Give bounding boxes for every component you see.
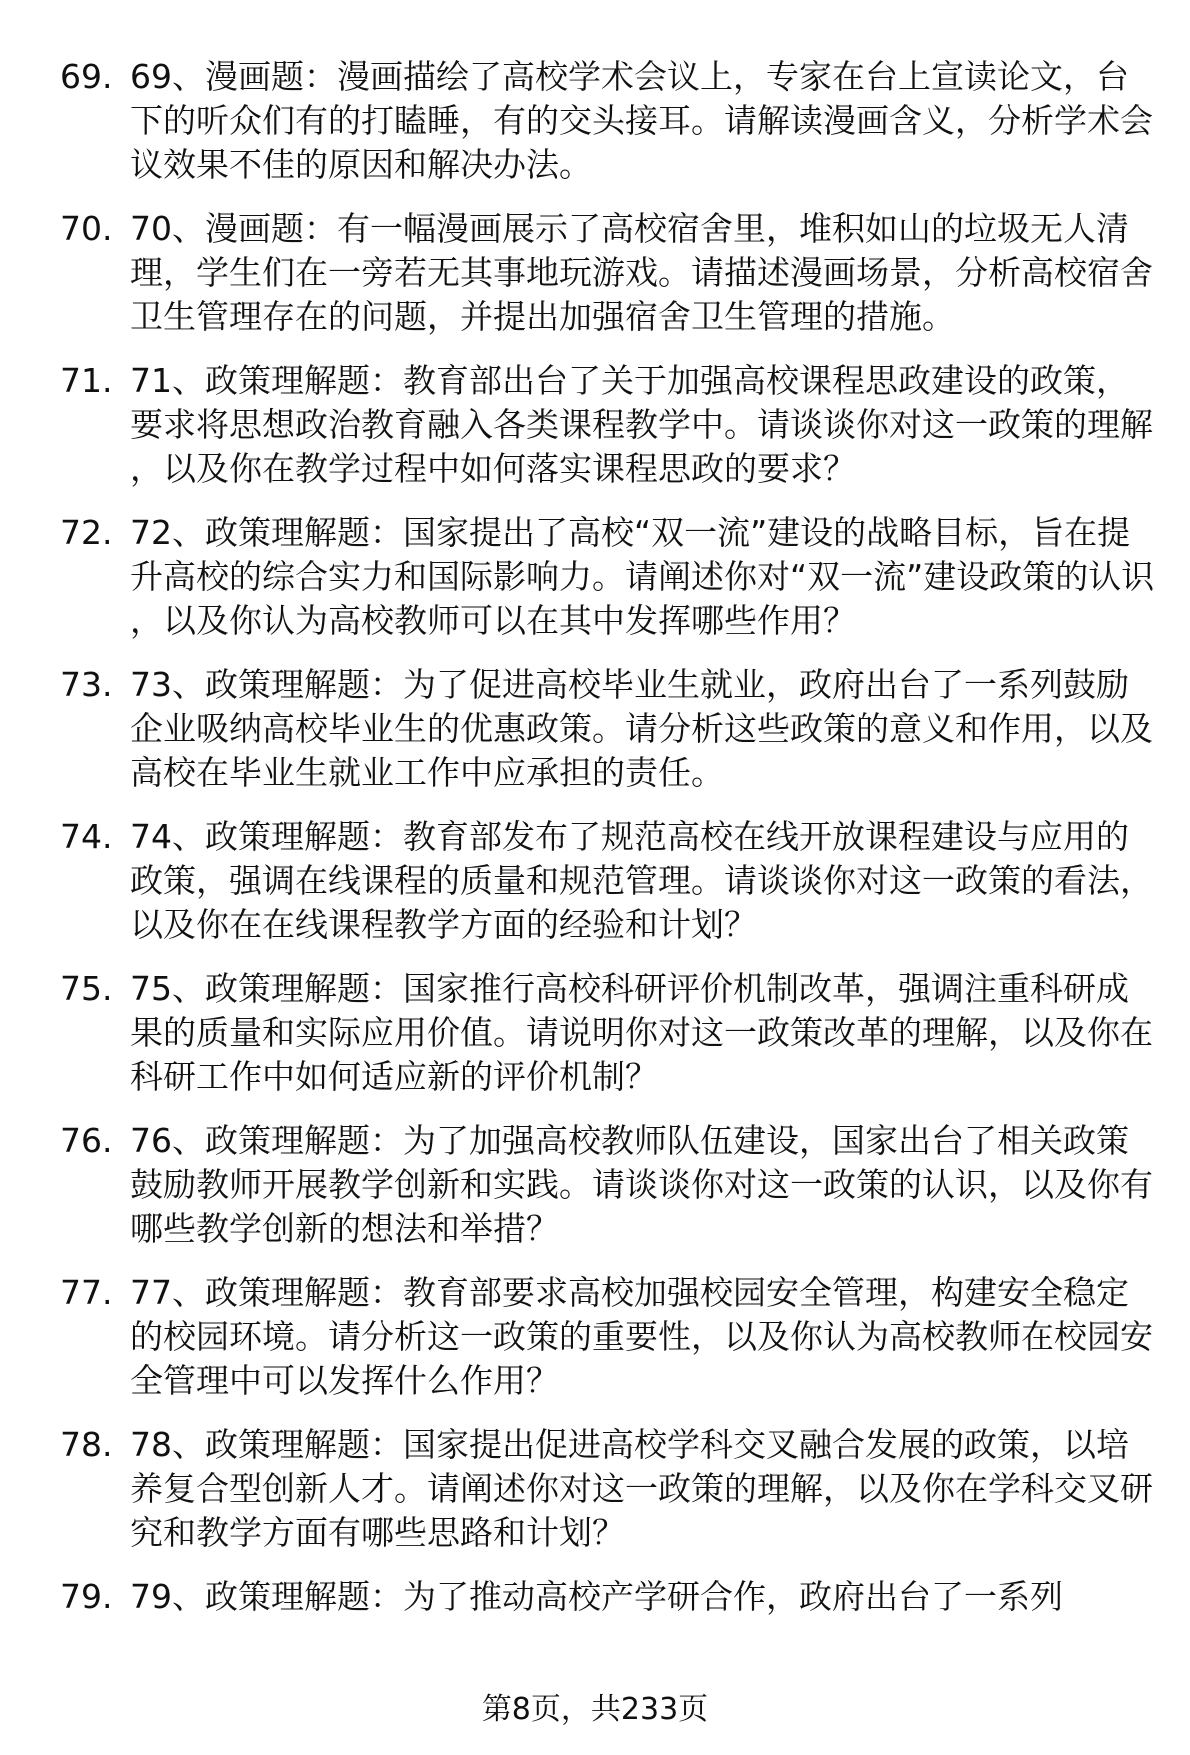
question-item [60,815,1160,947]
question-text: 78、政策理解题：国家提出促进高校学科交叉融合发展的政策，以培养复合型创新人才。请阐述你对这一政策的理解，以及你在学科交叉研究和教学方面有哪些思路和计划？ [130,1425,1153,1552]
question-item [60,663,1160,795]
question-item [60,55,1160,187]
question-number: 76. [60,1121,113,1160]
page-number-label: 第8页，共233页 [481,1692,709,1727]
question-item [60,967,1160,1099]
question-text: 69、漫画题：漫画描绘了高校学术会议上，专家在台上宣读论文，台下的听众们有的打瞌睡，有的交头接耳。请解读漫画含义，分析学术会议效果不佳的原因和解决办法。 [130,57,1153,184]
question-number: 78. [60,1425,113,1464]
question-text: 72、政策理解题：国家提出了高校“双一流”建设的战略目标，旨在提升高校的综合实力和国际影响力。请阐述你对“双一流”建设政策的认识，以及你认为高校教师可以在其中发挥哪些作用？ [130,513,1155,640]
question-number: 75. [60,969,113,1008]
question-text: 75、政策理解题：国家推行高校科研评价机制改革，强调注重科研成果的质量和实际应用价值。请说明你对这一政策改革的理解，以及你在科研工作中如何适应新的评价机制？ [130,969,1153,1096]
question-number: 77. [60,1273,113,1312]
question-item [60,359,1160,491]
question-item [60,207,1160,339]
question-text: 71、政策理解题：教育部出台了关于加强高校课程思政建设的政策，要求将思想政治教育融入各类课程教学中。请谈谈你对这一政策的理解，以及你在教学过程中如何落实课程思政的要求？ [130,361,1153,488]
question-text: 76、政策理解题：为了加强高校教师队伍建设，国家出台了相关政策鼓励教师开展教学创新和实践。请谈谈你对这一政策的认识，以及你有哪些教学创新的想法和举措？ [130,1121,1153,1248]
page-footer [0,1690,1190,1730]
question-text: 74、政策理解题：教育部发布了规范高校在线开放课程建设与应用的政策，强调在线课程的质量和规范管理。请谈谈你对这一政策的看法，以及你在在线课程教学方面的经验和计划？ [130,817,1153,944]
question-number: 71. [60,361,113,400]
question-item [60,511,1160,643]
question-text: 73、政策理解题：为了促进高校毕业生就业，政府出台了一系列鼓励企业吸纳高校毕业生的优惠政策。请分析这些政策的意义和作用，以及高校在毕业生就业工作中应承担的责任。 [130,665,1153,792]
question-text: 77、政策理解题：教育部要求高校加强校园安全管理，构建安全稳定的校园环境。请分析这一政策的重要性，以及你认为高校教师在校园安全管理中可以发挥什么作用？ [130,1273,1153,1400]
question-number: 69. [60,57,113,96]
question-text: 70、漫画题：有一幅漫画展示了高校宿舍里，堆积如山的垃圾无人清理，学生们在一旁若无其事地玩游戏。请描述漫画场景，分析高校宿舍卫生管理存在的问题，并提出加强宿舍卫生管理的措施。 [130,209,1153,336]
question-item [60,1423,1160,1555]
question-number: 70. [60,209,113,248]
question-number: 79. [60,1577,113,1616]
question-item [60,1119,1160,1251]
question-list [60,55,1160,1639]
question-number: 74. [60,817,113,856]
question-text: 79、政策理解题：为了推动高校产学研合作，政府出台了一系列 [130,1577,1063,1616]
question-item [60,1271,1160,1403]
question-number: 73. [60,665,113,704]
question-number: 72. [60,513,113,552]
question-item [60,1575,1160,1619]
